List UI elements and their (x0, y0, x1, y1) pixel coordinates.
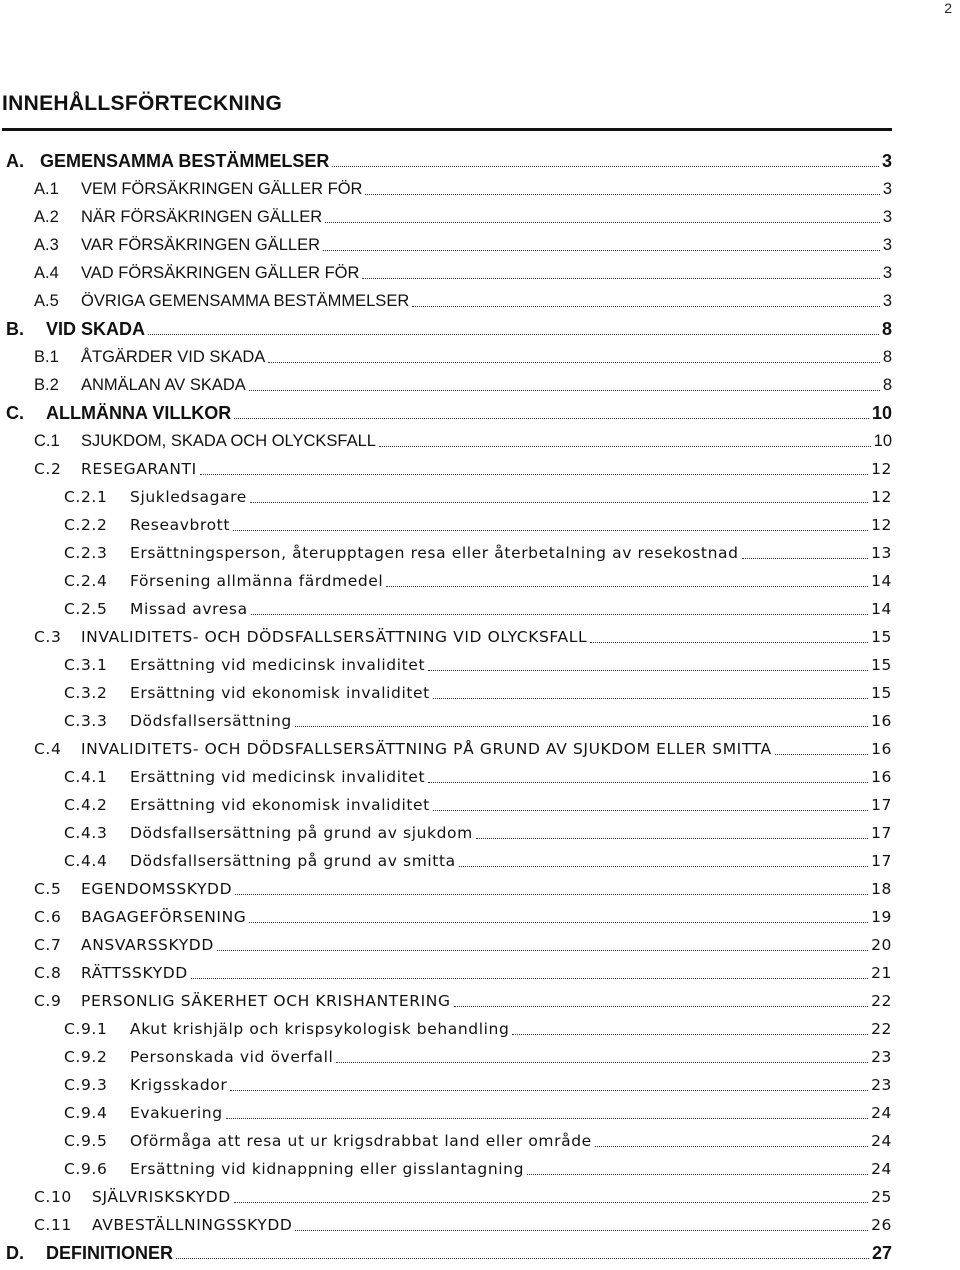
dot-leader (235, 894, 868, 895)
toc-entry-page: 23 (871, 1076, 892, 1094)
toc-entry[interactable] (0, 231, 892, 259)
toc-entry[interactable] (0, 959, 892, 987)
toc-entry-label: Ersättningsperson, återupptagen resa eller återbetalning av resekostnad (130, 544, 739, 562)
dot-leader (323, 250, 880, 251)
toc-entry[interactable] (0, 427, 892, 455)
toc-entry-page: 16 (871, 740, 892, 758)
toc-entry-number: C.4 (34, 740, 62, 758)
toc-entry-page: 26 (871, 1216, 892, 1234)
toc-entry-number: C.4.3 (64, 824, 108, 842)
toc-entry-label: Dödsfallsersättning på grund av smitta (130, 852, 456, 870)
toc-entry-label: RÄTTSSKYDD (81, 964, 188, 982)
dot-leader (775, 754, 868, 755)
dot-leader (459, 866, 868, 867)
toc-entry-number: C.2.2 (64, 516, 108, 534)
toc-entry-page: 17 (871, 852, 892, 870)
toc-entry-number: C.1 (34, 431, 60, 450)
toc-entry[interactable] (0, 847, 892, 875)
dot-leader (590, 642, 868, 643)
toc-entry[interactable] (0, 287, 892, 315)
toc-entry-number: C. (6, 402, 24, 423)
toc-entry-number: B.1 (34, 347, 59, 366)
toc-entry-page: 8 (882, 347, 892, 366)
toc-entry[interactable] (0, 595, 892, 623)
toc-entry-page: 27 (871, 1242, 892, 1263)
toc-entry[interactable] (0, 539, 892, 567)
toc-entry-page: 21 (871, 964, 892, 982)
toc-entry-label: Reseavbrott (130, 516, 231, 534)
dot-leader (512, 1034, 868, 1035)
toc-entry-label: Missad avresa (130, 600, 248, 618)
toc-entry-page: 3 (882, 179, 892, 198)
dot-leader (379, 446, 871, 447)
toc-entry-page: 3 (881, 150, 892, 171)
toc-entry-label: Ersättning vid ekonomisk invaliditet (130, 796, 430, 814)
toc-entry-number: A.4 (34, 263, 59, 282)
toc-entry-label: PERSONLIG SÄKERHET OCH KRISHANTERING (81, 992, 451, 1010)
dot-leader (365, 194, 879, 195)
toc-entry-label: VAR FÖRSÄKRINGEN GÄLLER (81, 235, 321, 254)
dot-leader (336, 1062, 868, 1063)
toc-entry-number: C.2.5 (64, 600, 108, 618)
toc-entry[interactable] (0, 819, 892, 847)
toc-entry-number: C.7 (34, 936, 62, 954)
toc-entry-number: C.4.1 (64, 768, 108, 786)
toc-entry-number: C.2 (34, 460, 62, 478)
toc-entry-page: 8 (882, 375, 892, 394)
dot-leader (226, 1118, 868, 1119)
toc-entry-number: A.3 (34, 235, 59, 254)
toc-entry-label: SJÄLVRISKSKYDD (92, 1188, 231, 1206)
toc-entry-page: 14 (871, 600, 892, 618)
toc-entry-page: 12 (871, 460, 892, 478)
toc-entry[interactable] (0, 679, 892, 707)
toc-entry-label: INVALIDITETS- OCH DÖDSFALLSERSÄTTNING PÅ GRUND AV SJUKDOM ELLER SMITTA (81, 740, 772, 758)
toc-entry-label: VID SKADA (46, 318, 146, 339)
toc-entry-number: C.3.1 (64, 656, 108, 674)
toc-entry-page: 13 (871, 544, 892, 562)
toc-entry-page: 15 (871, 684, 892, 702)
toc-entry-label: Försening allmänna färdmedel (130, 572, 384, 590)
toc-entry[interactable] (0, 1043, 892, 1071)
toc-entry-number: C.4.4 (64, 852, 108, 870)
toc-entry-page: 12 (871, 488, 892, 506)
dot-leader (412, 306, 880, 307)
toc-entry-number: C.2.4 (64, 572, 108, 590)
toc-entry-page: 14 (871, 572, 892, 590)
dot-leader (230, 1090, 868, 1091)
toc-entry-number: C.2.3 (64, 544, 108, 562)
toc-entry-label: Ersättning vid medicinsk invaliditet (130, 768, 426, 786)
toc-entry-number: C.3.2 (64, 684, 108, 702)
toc-entry[interactable] (0, 1015, 892, 1043)
toc-entry-number: B. (6, 318, 24, 339)
dot-leader (249, 922, 868, 923)
toc-entry[interactable] (0, 1183, 892, 1211)
toc-entry-number: C.10 (34, 1188, 72, 1206)
toc-entry-label: Akut krishjälp och krispsykologisk behandling (130, 1020, 510, 1038)
toc-entry-number: C.11 (34, 1216, 72, 1234)
toc-entry-number: C.5 (34, 880, 62, 898)
toc-entry-page: 23 (871, 1048, 892, 1066)
toc-entry-label: Ersättning vid ekonomisk invaliditet (130, 684, 430, 702)
dot-leader (332, 166, 879, 167)
toc-entry[interactable] (0, 511, 892, 539)
dot-leader (234, 418, 869, 419)
dot-leader (362, 278, 879, 279)
toc-entry[interactable] (0, 931, 892, 959)
toc-entry-page: 25 (871, 1188, 892, 1206)
toc-entry-number: A.5 (34, 291, 59, 310)
toc-entry[interactable] (0, 903, 892, 931)
toc-entry[interactable] (0, 483, 892, 511)
toc-entry[interactable] (0, 343, 892, 371)
dot-leader (433, 810, 868, 811)
toc-entry-page: 18 (871, 880, 892, 898)
toc-entry-page: 24 (871, 1160, 892, 1178)
dot-leader (527, 1174, 868, 1175)
dot-leader (249, 390, 880, 391)
dot-leader (454, 1006, 868, 1007)
dot-leader (433, 698, 868, 699)
toc-entry-page: 12 (871, 516, 892, 534)
toc-entry-page: 15 (871, 628, 892, 646)
toc-entry-page: 10 (871, 402, 892, 423)
toc-entry-label: VEM FÖRSÄKRINGEN GÄLLER FÖR (81, 179, 363, 198)
toc-entry-number: C.9.1 (64, 1020, 108, 1038)
toc-entry-page: 3 (882, 263, 892, 282)
toc-entry-number: D. (6, 1242, 24, 1263)
toc-entry-label: BAGAGEFÖRSENING (81, 908, 247, 926)
toc-entry-page: 15 (871, 656, 892, 674)
toc-entry[interactable] (0, 707, 892, 735)
toc-entry-page: 19 (871, 908, 892, 926)
toc-entry-page: 22 (871, 1020, 892, 1038)
toc-entry-number: C.4.2 (64, 796, 108, 814)
dot-leader (191, 978, 868, 979)
toc-entry[interactable] (0, 399, 892, 427)
toc-entry-page: 17 (871, 796, 892, 814)
toc-entry[interactable] (0, 455, 892, 483)
toc-entry-label: ANSVARSSKYDD (81, 936, 214, 954)
toc-entry-number: C.3 (34, 628, 62, 646)
toc-entry-label: AVBESTÄLLNINGSSKYDD (92, 1216, 293, 1234)
toc-entry-label: Krigsskador (130, 1076, 228, 1094)
toc-entry[interactable] (0, 735, 892, 763)
dot-leader (233, 530, 868, 531)
toc-entry-number: C.9 (34, 992, 62, 1010)
toc-entry-page: 3 (882, 207, 892, 226)
toc-entry[interactable] (0, 1099, 892, 1127)
toc-entry-number: C.2.1 (64, 488, 108, 506)
dot-leader (428, 670, 868, 671)
toc-entry[interactable] (0, 147, 892, 175)
toc-entry[interactable] (0, 567, 892, 595)
toc-entry-number: C.9.2 (64, 1048, 108, 1066)
dot-leader (234, 1202, 868, 1203)
toc-entry-number: C.9.5 (64, 1132, 108, 1150)
toc-entry-label: EGENDOMSSKYDD (81, 880, 233, 898)
toc-entry[interactable] (0, 1127, 892, 1155)
toc-entry-number: C.3.3 (64, 712, 108, 730)
toc-entry-label: VAD FÖRSÄKRINGEN GÄLLER FÖR (81, 263, 360, 282)
toc-entry-page: 20 (871, 936, 892, 954)
toc-entry[interactable] (0, 259, 892, 287)
toc-entry-label: Evakuering (130, 1104, 223, 1122)
toc-entry-number: C.9.4 (64, 1104, 108, 1122)
toc-entry-number: C.8 (34, 964, 62, 982)
toc-entry-label: Ersättning vid medicinsk invaliditet (130, 656, 426, 674)
dot-leader (428, 782, 868, 783)
toc-entry-label: Ersättning vid kidnappning eller gisslantagning (130, 1160, 525, 1178)
toc-entry[interactable] (0, 651, 892, 679)
toc-entry[interactable] (0, 1239, 892, 1267)
toc-entry[interactable] (0, 1071, 892, 1099)
toc-entry-label: ÖVRIGA GEMENSAMMA BESTÄMMELSER (81, 291, 410, 310)
dot-leader (386, 586, 868, 587)
toc-entry-label: GEMENSAMMA BESTÄMMELSER (40, 150, 330, 171)
toc-entry-label: RESEGARANTI (81, 460, 197, 478)
toc-entry-page: 3 (882, 235, 892, 254)
toc-entry-page: 10 (873, 431, 892, 450)
dot-leader (295, 726, 868, 727)
toc-entry-page: 22 (871, 992, 892, 1010)
toc-entry-label: Oförmåga att resa ut ur krigsdrabbat land eller område (130, 1132, 592, 1150)
toc-entry[interactable] (0, 175, 892, 203)
toc-entry-number: C.6 (34, 908, 62, 926)
title-underline (2, 128, 892, 131)
toc-title: INNEHÅLLSFÖRTECKNING (2, 92, 283, 115)
toc-entry-label: DEFINITIONER (46, 1242, 174, 1263)
toc-entry-page: 16 (871, 768, 892, 786)
toc-entry[interactable] (0, 1155, 892, 1183)
dot-leader (176, 1258, 869, 1259)
toc-entry-label: Dödsfallsersättning (130, 712, 292, 730)
toc-entry-number: C.9.3 (64, 1076, 108, 1094)
toc-entry-label: ANMÄLAN AV SKADA (81, 375, 246, 394)
toc-entry-number: B.2 (34, 375, 59, 394)
dot-leader (148, 334, 879, 335)
toc-entry-page: 24 (871, 1132, 892, 1150)
toc-entry-label: Sjukledsagare (130, 488, 247, 506)
toc-entry-page: 16 (871, 712, 892, 730)
dot-leader (200, 474, 868, 475)
dot-leader (325, 222, 880, 223)
page-number: 2 (944, 0, 952, 16)
toc-entry-page: 8 (881, 318, 892, 339)
dot-leader (268, 362, 880, 363)
dot-leader (595, 1146, 868, 1147)
toc-entry-number: A.2 (34, 207, 59, 226)
toc-entry-page: 17 (871, 824, 892, 842)
dot-leader (742, 558, 869, 559)
dot-leader (250, 502, 868, 503)
toc-entry-page: 24 (871, 1104, 892, 1122)
toc-entry-number: A. (6, 150, 24, 171)
toc-entry-label: Personskada vid överfall (130, 1048, 334, 1066)
dot-leader (295, 1230, 868, 1231)
toc-entry[interactable] (0, 763, 892, 791)
toc-entry-label: SJUKDOM, SKADA OCH OLYCKSFALL (81, 431, 376, 450)
toc-entry[interactable] (0, 1211, 892, 1239)
toc-entry[interactable] (0, 875, 892, 903)
toc-entry-page: 3 (882, 291, 892, 310)
toc-entry[interactable] (0, 791, 892, 819)
toc-entry-label: Dödsfallsersättning på grund av sjukdom (130, 824, 473, 842)
toc-entry[interactable] (0, 623, 892, 651)
toc-entry-label: INVALIDITETS- OCH DÖDSFALLSERSÄTTNING VID OLYCKSFALL (81, 628, 588, 646)
dot-leader (251, 614, 868, 615)
toc-entry-label: ÅTGÄRDER VID SKADA (81, 347, 266, 366)
toc-entry[interactable] (0, 987, 892, 1015)
toc-entry-number: C.9.6 (64, 1160, 108, 1178)
toc-entry-number: A.1 (34, 179, 59, 198)
toc-entry-label: ALLMÄNNA VILLKOR (46, 402, 232, 423)
toc-entry[interactable] (0, 203, 892, 231)
toc-entry[interactable] (0, 371, 892, 399)
toc-entry[interactable] (0, 315, 892, 343)
dot-leader (217, 950, 868, 951)
dot-leader (476, 838, 868, 839)
toc-entry-label: NÄR FÖRSÄKRINGEN GÄLLER (81, 207, 323, 226)
